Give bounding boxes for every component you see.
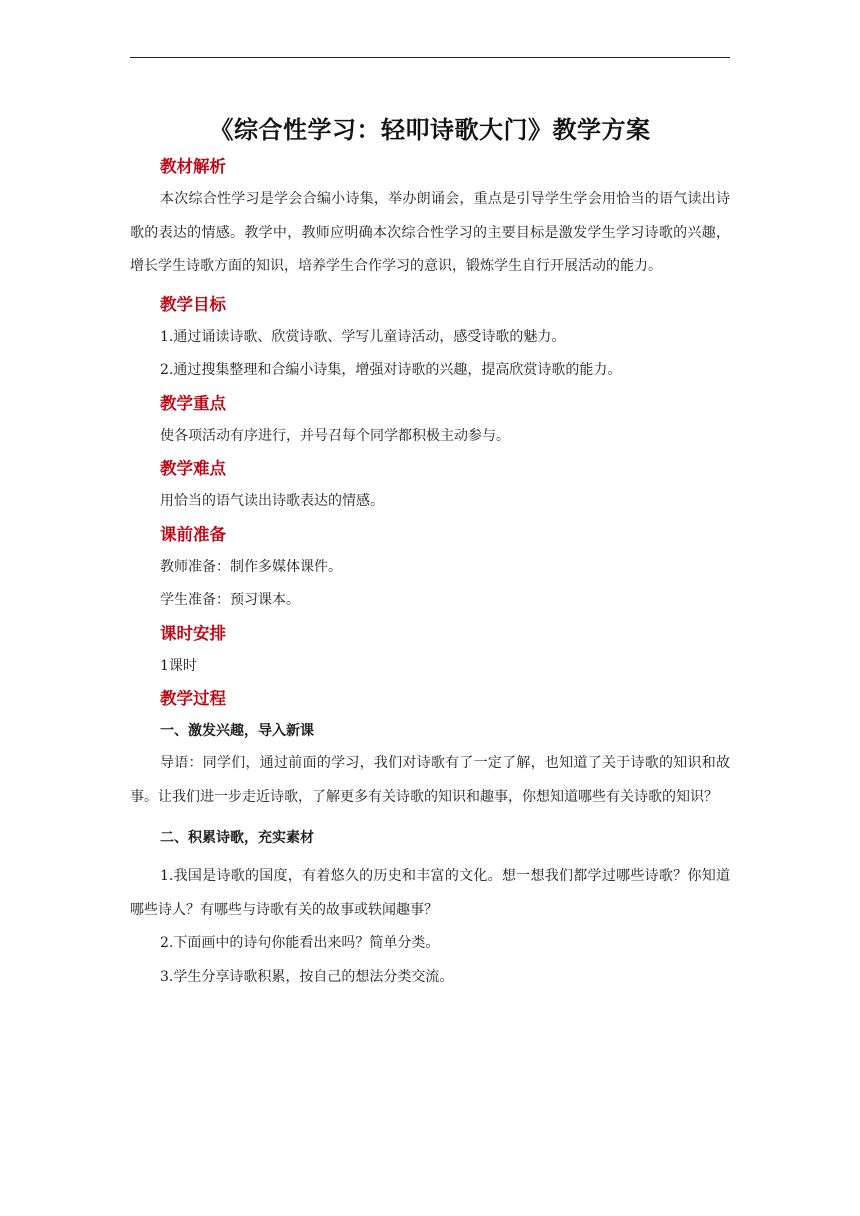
process-part2-item-2: 2.下面画中的诗句你能看出来吗？简单分类。	[160, 935, 440, 951]
process-part2-heading: 二、积累诗歌，充实素材	[160, 830, 314, 846]
preparation-item-student: 学生准备：预习课本。	[160, 592, 300, 608]
difficulties-paragraph: 用恰当的语气读出诗歌表达的情感。	[160, 493, 384, 509]
goal-item-2: 2.通过搜集整理和合编小诗集，增强对诗歌的兴趣，提高欣赏诗歌的能力。	[160, 362, 622, 378]
process-part1-paragraph: 导语：同学们，通过前面的学习，我们对诗歌有了一定了解，也知道了关于诗歌的知识和故事。让我们进一步走近诗歌，了解更多有关诗歌的知识和趣事，你想知道哪些有关诗歌的知识？	[130, 755, 730, 805]
section-heading-process: 教学过程	[160, 689, 226, 708]
process-part1-heading: 一、激发兴趣，导入新课	[160, 723, 314, 739]
goal-item-1: 1.通过诵读诗歌、欣赏诗歌、学写儿童诗活动，感受诗歌的魅力。	[160, 328, 566, 345]
section-heading-preparation: 课前准备	[160, 524, 226, 544]
key-points-paragraph: 使各项活动有序进行，并号召每个同学都积极主动参与。	[160, 427, 510, 444]
section-heading-difficulties: 教学难点	[160, 459, 226, 478]
process-part2-item-1: 1.我国是诗歌的国度，有着悠久的历史和丰富的文化。想一想我们都学过哪些诗歌？你知道哪些诗人？有哪些与诗歌有关的故事或轶闻趣事？	[130, 868, 730, 918]
process-part2-item-3: 3.学生分享诗歌积累，按自己的想法分类交流。	[160, 968, 454, 985]
section-heading-analysis: 教材解析	[160, 157, 226, 176]
analysis-paragraph: 本次综合性学习是学会合编小诗集，举办朗诵会，重点是引导学生学会用恰当的语气读出诗歌的表达的情感。教学中，教师应明确本次综合性学习的主要目标是激发学生学习诗歌的兴趣，增长学生诗歌方面的知识，培养学生合作学习的意识，锻炼学生自行开展活动的能力。	[130, 191, 730, 274]
document-body	[130, 151, 730, 994]
document-title: 《综合性学习：轻叩诗歌大门》教学方案	[209, 115, 651, 144]
schedule-paragraph: 1课时	[160, 657, 197, 674]
section-heading-key-points: 教学重点	[160, 393, 226, 413]
preparation-item-teacher: 教师准备：制作多媒体课件。	[160, 558, 342, 575]
section-heading-schedule: 课时安排	[160, 623, 226, 643]
section-heading-goals: 教学目标	[160, 294, 226, 314]
header-rule	[130, 57, 730, 58]
